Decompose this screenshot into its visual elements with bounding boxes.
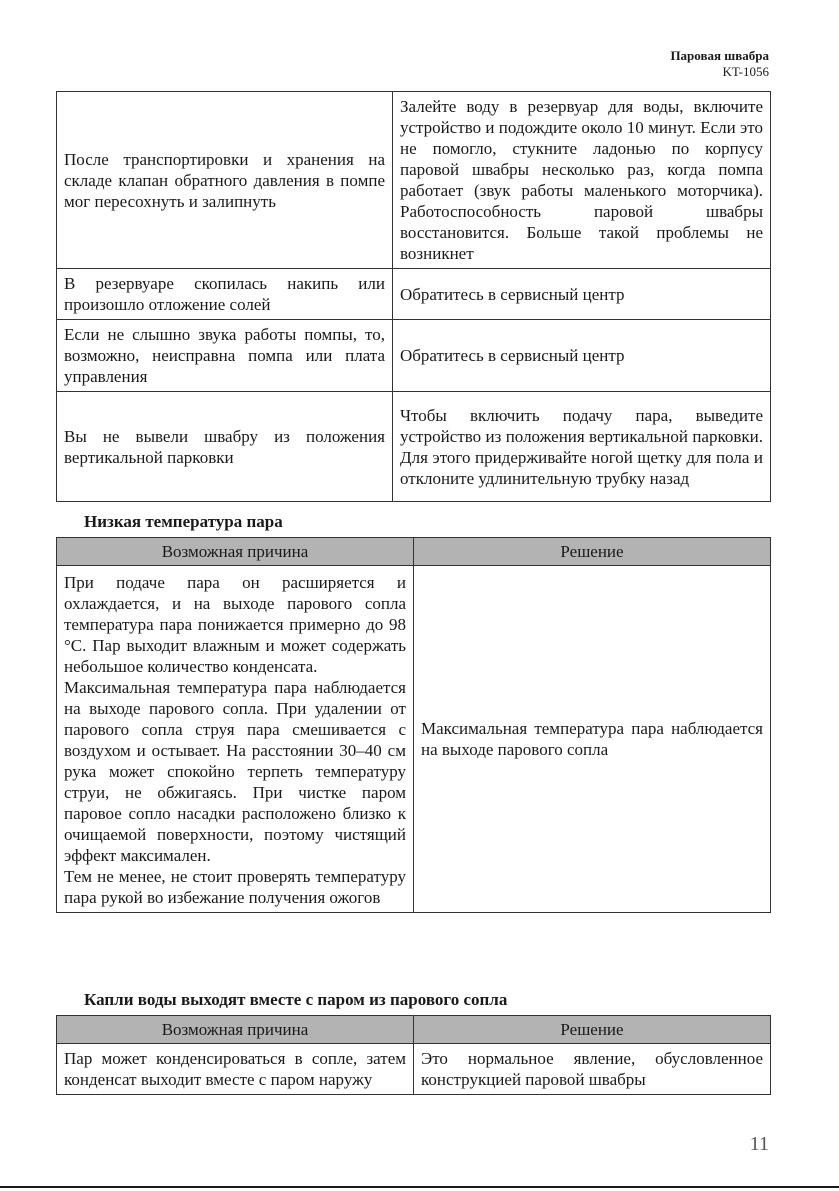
cause-cell: Вы не вывели швабру из положения вертикальной парковки (57, 392, 393, 502)
table-row (57, 92, 771, 269)
cause-cell: Пар может конденсироваться в сопле, затем конденсат выходит вместе с паром наружу (57, 1044, 414, 1095)
solution-cell: Это нормальное явление, обусловленное конструкцией паровой швабры (414, 1044, 771, 1095)
water-drops-table (56, 1015, 771, 1095)
product-model: KT-1056 (722, 64, 769, 79)
cause-paragraph: При подаче пара он расширяется и охлаждается, и на выходе парового сопла температура пара понижается примерно до 98 °С. Пар выходит влажным и может содержать небольшое количество конденсата. (64, 573, 406, 676)
section-heading: Капли воды выходят вместе с паром из парового сопла (84, 990, 508, 1009)
table-header-row (57, 538, 771, 566)
solution-cell: Обратитесь в сервисный центр (393, 320, 771, 392)
column-header-solution: Решение (414, 538, 771, 566)
column-header-cause: Возможная причина (57, 538, 414, 566)
solution-cell: Максимальная температура пара наблюдается на выходе парового сопла (414, 566, 771, 913)
bottom-rule (0, 1186, 839, 1188)
cause-cell: Если не слышно звука работы помпы, то, возможно, неисправна помпа или плата управления (57, 320, 393, 392)
low-steam-temperature-table (56, 537, 771, 913)
column-header-solution: Решение (414, 1016, 771, 1044)
cause-cell (57, 566, 414, 913)
solution-cell: Залейте воду в резервуар для воды, включите устройство и подождите около 10 минут. Если это не помогло, стукните ладонью по корпусу паровой швабры несколько раз, когда помпа работает (звук работы маленького моторчика). Работоспособность паровой швабры восстановится. Больше такой проблемы не возникнет (393, 92, 771, 269)
table-row (57, 269, 771, 320)
cause-cell: В резервуаре скопилась накипь или произошло отложение солей (57, 269, 393, 320)
section-heading: Низкая температура пара (84, 512, 283, 531)
table-row (57, 1044, 771, 1095)
table-row (57, 392, 771, 502)
cause-cell: После транспортировки и хранения на складе клапан обратного давления в помпе мог пересохнуть и залипнуть (57, 92, 393, 269)
troubleshooting-table-continued (56, 91, 771, 502)
solution-cell: Обратитесь в сервисный центр (393, 269, 771, 320)
solution-cell: Чтобы включить подачу пара, выведите устройство из положения вертикальной парковки. Для этого придерживайте ногой щетку для пола и отклоните удлинительную трубку назад (393, 392, 771, 502)
cause-paragraph: Максимальная температура пара наблюдается на выходе парового сопла. При удалении от парового сопла струя пара смешивается с воздухом и остывает. На расстоянии 30–40 см рука может спокойно терпеть температуру струи, не обжигаясь. При чистке паром паровое сопло насадки расположено близко к очищаемой поверхности, поэтому чистящий эффект максимален. (64, 678, 406, 865)
page-number: 11 (749, 1133, 769, 1155)
table-row (57, 320, 771, 392)
page-header (670, 48, 769, 80)
table-row (57, 566, 771, 913)
product-title: Паровая швабра (670, 48, 769, 63)
column-header-cause: Возможная причина (57, 1016, 414, 1044)
table-header-row (57, 1016, 771, 1044)
cause-paragraph: Тем не менее, не стоит проверять температуру пара рукой во избежание получения ожогов (64, 867, 406, 907)
